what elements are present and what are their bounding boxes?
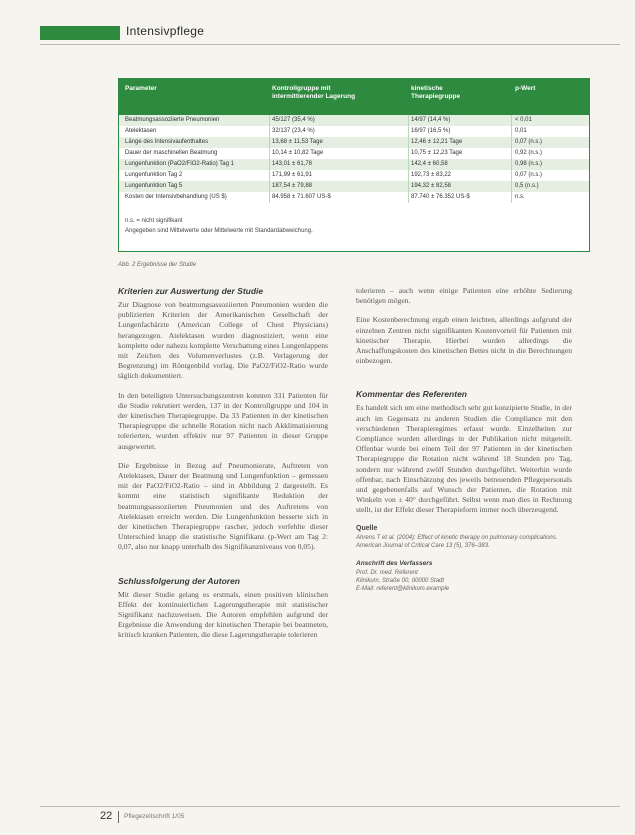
table-cell: 13,68 ± 11,53 Tage xyxy=(272,139,323,145)
table-row xyxy=(119,181,589,192)
table-cell: Dauer der maschinellen Beatmung xyxy=(125,150,218,156)
table-cell: 142,4 ± 60,58 xyxy=(411,161,448,167)
col-divider xyxy=(511,115,512,203)
section-color-bar xyxy=(40,26,120,40)
address-line: E-Mail: referent@klinikum.example xyxy=(356,585,450,592)
table-cell: n.s. xyxy=(515,194,525,200)
th-parameter: Parameter xyxy=(125,85,157,92)
address-line: Klinikum, Straße 00, 00000 Stadt xyxy=(356,577,445,584)
table-row xyxy=(119,192,589,203)
table-cell: Lungenfunktion (PaO2/FiO2-Ratio) Tag 1 xyxy=(125,161,234,167)
references-title: Quelle xyxy=(356,524,378,532)
table-cell: 0,5 (n.s.) xyxy=(515,183,539,189)
footer-separator xyxy=(118,811,119,823)
section-title: Intensivpflege xyxy=(126,24,205,38)
col-divider xyxy=(408,115,409,203)
table-cell: 16/97 (16,5 %) xyxy=(411,128,451,134)
table-cell: 0,01 xyxy=(515,128,527,134)
section-heading: Kriterien zur Auswertung der Studie xyxy=(118,286,264,296)
paragraph: Eine Kostenberechnung ergab einen leichten, allerdings aufgrund der einzelnen Zentren nicht signifikanten Kostenvorteil für Patienten mit kinetischer Therapie. Hierbei wurden allerdings die Anschaffungskosten des kinetischen Bettes nicht in die Berechnungen einbezogen. xyxy=(356,315,572,366)
table-cell: 187,54 ± 79,88 xyxy=(272,183,312,189)
table-row xyxy=(119,115,589,126)
th-control-group: Kontrollgruppe mit intermittierender Lagerung xyxy=(272,85,356,100)
section-heading: Kommentar des Referenten xyxy=(356,389,468,400)
table-cell: 87.740 ± 76.352 US-$ xyxy=(411,194,470,200)
right-column xyxy=(356,286,572,593)
paragraph: In den beteiligten Untersuchungszentren konnten 331 Patienten für die Studie rekrutiert werden, 137 in der Kontrollgruppe und 104 in der kinetischen Therapiegruppe. Da 33 Patienten in der kinetischen Therapiegruppe die schnelle Rotation nicht nach Akklimatisierung tolerierten, wurden effektiv nur 97 Patienten in dieser Gruppe ausgewertet. xyxy=(118,390,328,451)
table-note: n.s. = nicht signifikant xyxy=(125,218,183,224)
reference-entry: Ahrens T et al. (2004): Effect of kinetic therapy on pulmonary complications. American Journal of Critical Care 13 (5), 376–383. xyxy=(356,534,558,549)
table-row xyxy=(119,159,589,170)
section-heading: Schlussfolgerung der Autoren xyxy=(118,575,241,586)
table-row xyxy=(119,126,589,137)
th-kinetic-group: kinetische Therapiegruppe xyxy=(411,85,461,100)
table-cell: < 0,01 xyxy=(515,117,532,123)
table-row xyxy=(119,170,589,181)
author-address-title: Anschrift des Verfassers xyxy=(356,559,433,567)
table-cell: 194,32 ± 82,58 xyxy=(411,183,451,189)
table-cell: 171,99 ± 61,91 xyxy=(272,172,312,178)
table-cell: 0,98 (n.s.) xyxy=(515,161,543,167)
table-cell: 0,07 (n.s.) xyxy=(515,172,543,178)
table-cell: Lungenfunktion Tag 5 xyxy=(125,183,183,189)
paragraph: Die Ergebnisse in Bezug auf Pneumonierate, Auftreten von Atelektasen, Dauer der Beatmung und Lungenfunktion – gemessen mit der PaO2/FiO2-Ratio – sind in Abbildung 2 dargestellt. Es kommt eine statistisch signifikante Reduktion der beatmungsassoziierten Pneumonien und des Auftretens von Atelektasen erreicht werden. Die Lungenfunktion besserte sich in der kinetischen Therapiegruppe rascher, jedoch verfehlte dieser Unterschied knapp die statistische Signifikanz (p-Wert am Tag 2: 0,07, also nur knapp unterhalb des Signifikanzniveaus von 0,05). xyxy=(118,460,328,552)
table-row xyxy=(119,137,589,148)
table-row xyxy=(119,148,589,159)
address-line: Prof. Dr. med. Referent xyxy=(356,569,418,576)
table-note: Angegeben sind Mittelwerte oder Mittelwerte mit Standardabweichung. xyxy=(125,228,313,234)
results-table xyxy=(118,78,590,252)
table-cell: 192,73 ± 83,22 xyxy=(411,172,451,178)
page-number: 22 xyxy=(100,810,113,822)
table-cell: 143,01 ± 61,78 xyxy=(272,161,312,167)
paragraph: Es handelt sich um eine methodisch sehr gut konzipierte Studie, in der auch im Gegensatz zu anderen Studien die Compliance mit den verschiedenen Therapieregimes erfasst wurde. Einzelheiten zur Compliance wurden allerdings in der Publikation nicht mitgeteilt. Offenbar wurde bei einem Teil der 97 Patienten in der kinetischen Therapiegruppe die Rotation nicht während 18 Stunden pro Tag, sondern nur während zwölf Stunden durchgeführt. Weiterhin wurde offenbar, nach Einschätzung des jeweils betreuenden Pflegepersonals und gegebenenfalls auf Wunsch der Patienten, die Rotation mit Winkeln von ± 40° durchgeführt. Selbst wenn man dies in Rechnung stellt, ist der Effekt dieser Therapieform immer noch überzeugend. xyxy=(356,403,572,515)
journal-name: Pflegezeitschrift 1/05 xyxy=(124,813,185,820)
footer-divider xyxy=(40,806,620,807)
left-column xyxy=(118,286,328,650)
paragraph: Mit dieser Studie gelang es erstmals, einen positiven klinischen Effekt der kontinuierlichen Lagerungstherapie mit statistischer Signifikanz nachzuweisen. Die Autoren empfehlen aufgrund der Ergebnisse die Anwendung der kinetischen Therapie bei beatmeten, kritisch kranken Patienten, die diese Lagerungstherapie tolerieren xyxy=(118,589,328,640)
paragraph: tolerieren – auch wenn einige Patienten eine erhöhte Sedierung benötigen mögen. xyxy=(356,286,572,306)
th-p-value: p-Wert xyxy=(515,85,536,92)
table-cell: Lungenfunktion Tag 2 xyxy=(125,172,183,178)
table-cell: Beatmungsassoziierte Pneumonien xyxy=(125,117,220,123)
table-cell: 10,14 ± 10,82 Tage xyxy=(272,150,324,156)
table-cell: 0,92 (n.s.) xyxy=(515,150,543,156)
table-cell: 10,75 ± 12,23 Tage xyxy=(411,150,463,156)
figure-caption: Abb. 2 Ergebnisse der Studie xyxy=(118,262,197,268)
table-cell: 14/97 (14,4 %) xyxy=(411,117,451,123)
table-cell: Atelektasen xyxy=(125,128,157,134)
table-cell: 45/127 (35,4 %) xyxy=(272,117,315,123)
paragraph: Zur Diagnose von beatmungsassoziierten Pneumonien wurden die publizierten Kriterien der Amerikanischen Gesellschaft der Lungenfachärzte (American College of Chest Physicians) herangezogen. Atelektasen wurden diagnostiziert, wenn eine komplette oder nahezu komplette Verschattung eines Lungenlappens mit Zeichen des Volumenverlustes (z.B. Verlagerung der Begrenzung) im Röntgenbild vorlag. Die PaO2/FiO2-Ratio wurde täglich dokumentiert. xyxy=(118,300,328,381)
col-divider xyxy=(269,115,270,203)
table-cell: 32/137 (23,4 %) xyxy=(272,128,315,134)
table-cell: Kosten der Intensivbehandlung (US $) xyxy=(125,194,227,200)
table-cell: 84.958 ± 71.607 US-$ xyxy=(272,194,331,200)
table-cell: 12,46 ± 12,21 Tage xyxy=(411,139,463,145)
table-cell: 0,07 (n.s.) xyxy=(515,139,543,145)
table-cell: Länge des Intensivaufenthaltes xyxy=(125,139,209,145)
table-header xyxy=(119,79,589,115)
header-divider xyxy=(40,44,620,45)
